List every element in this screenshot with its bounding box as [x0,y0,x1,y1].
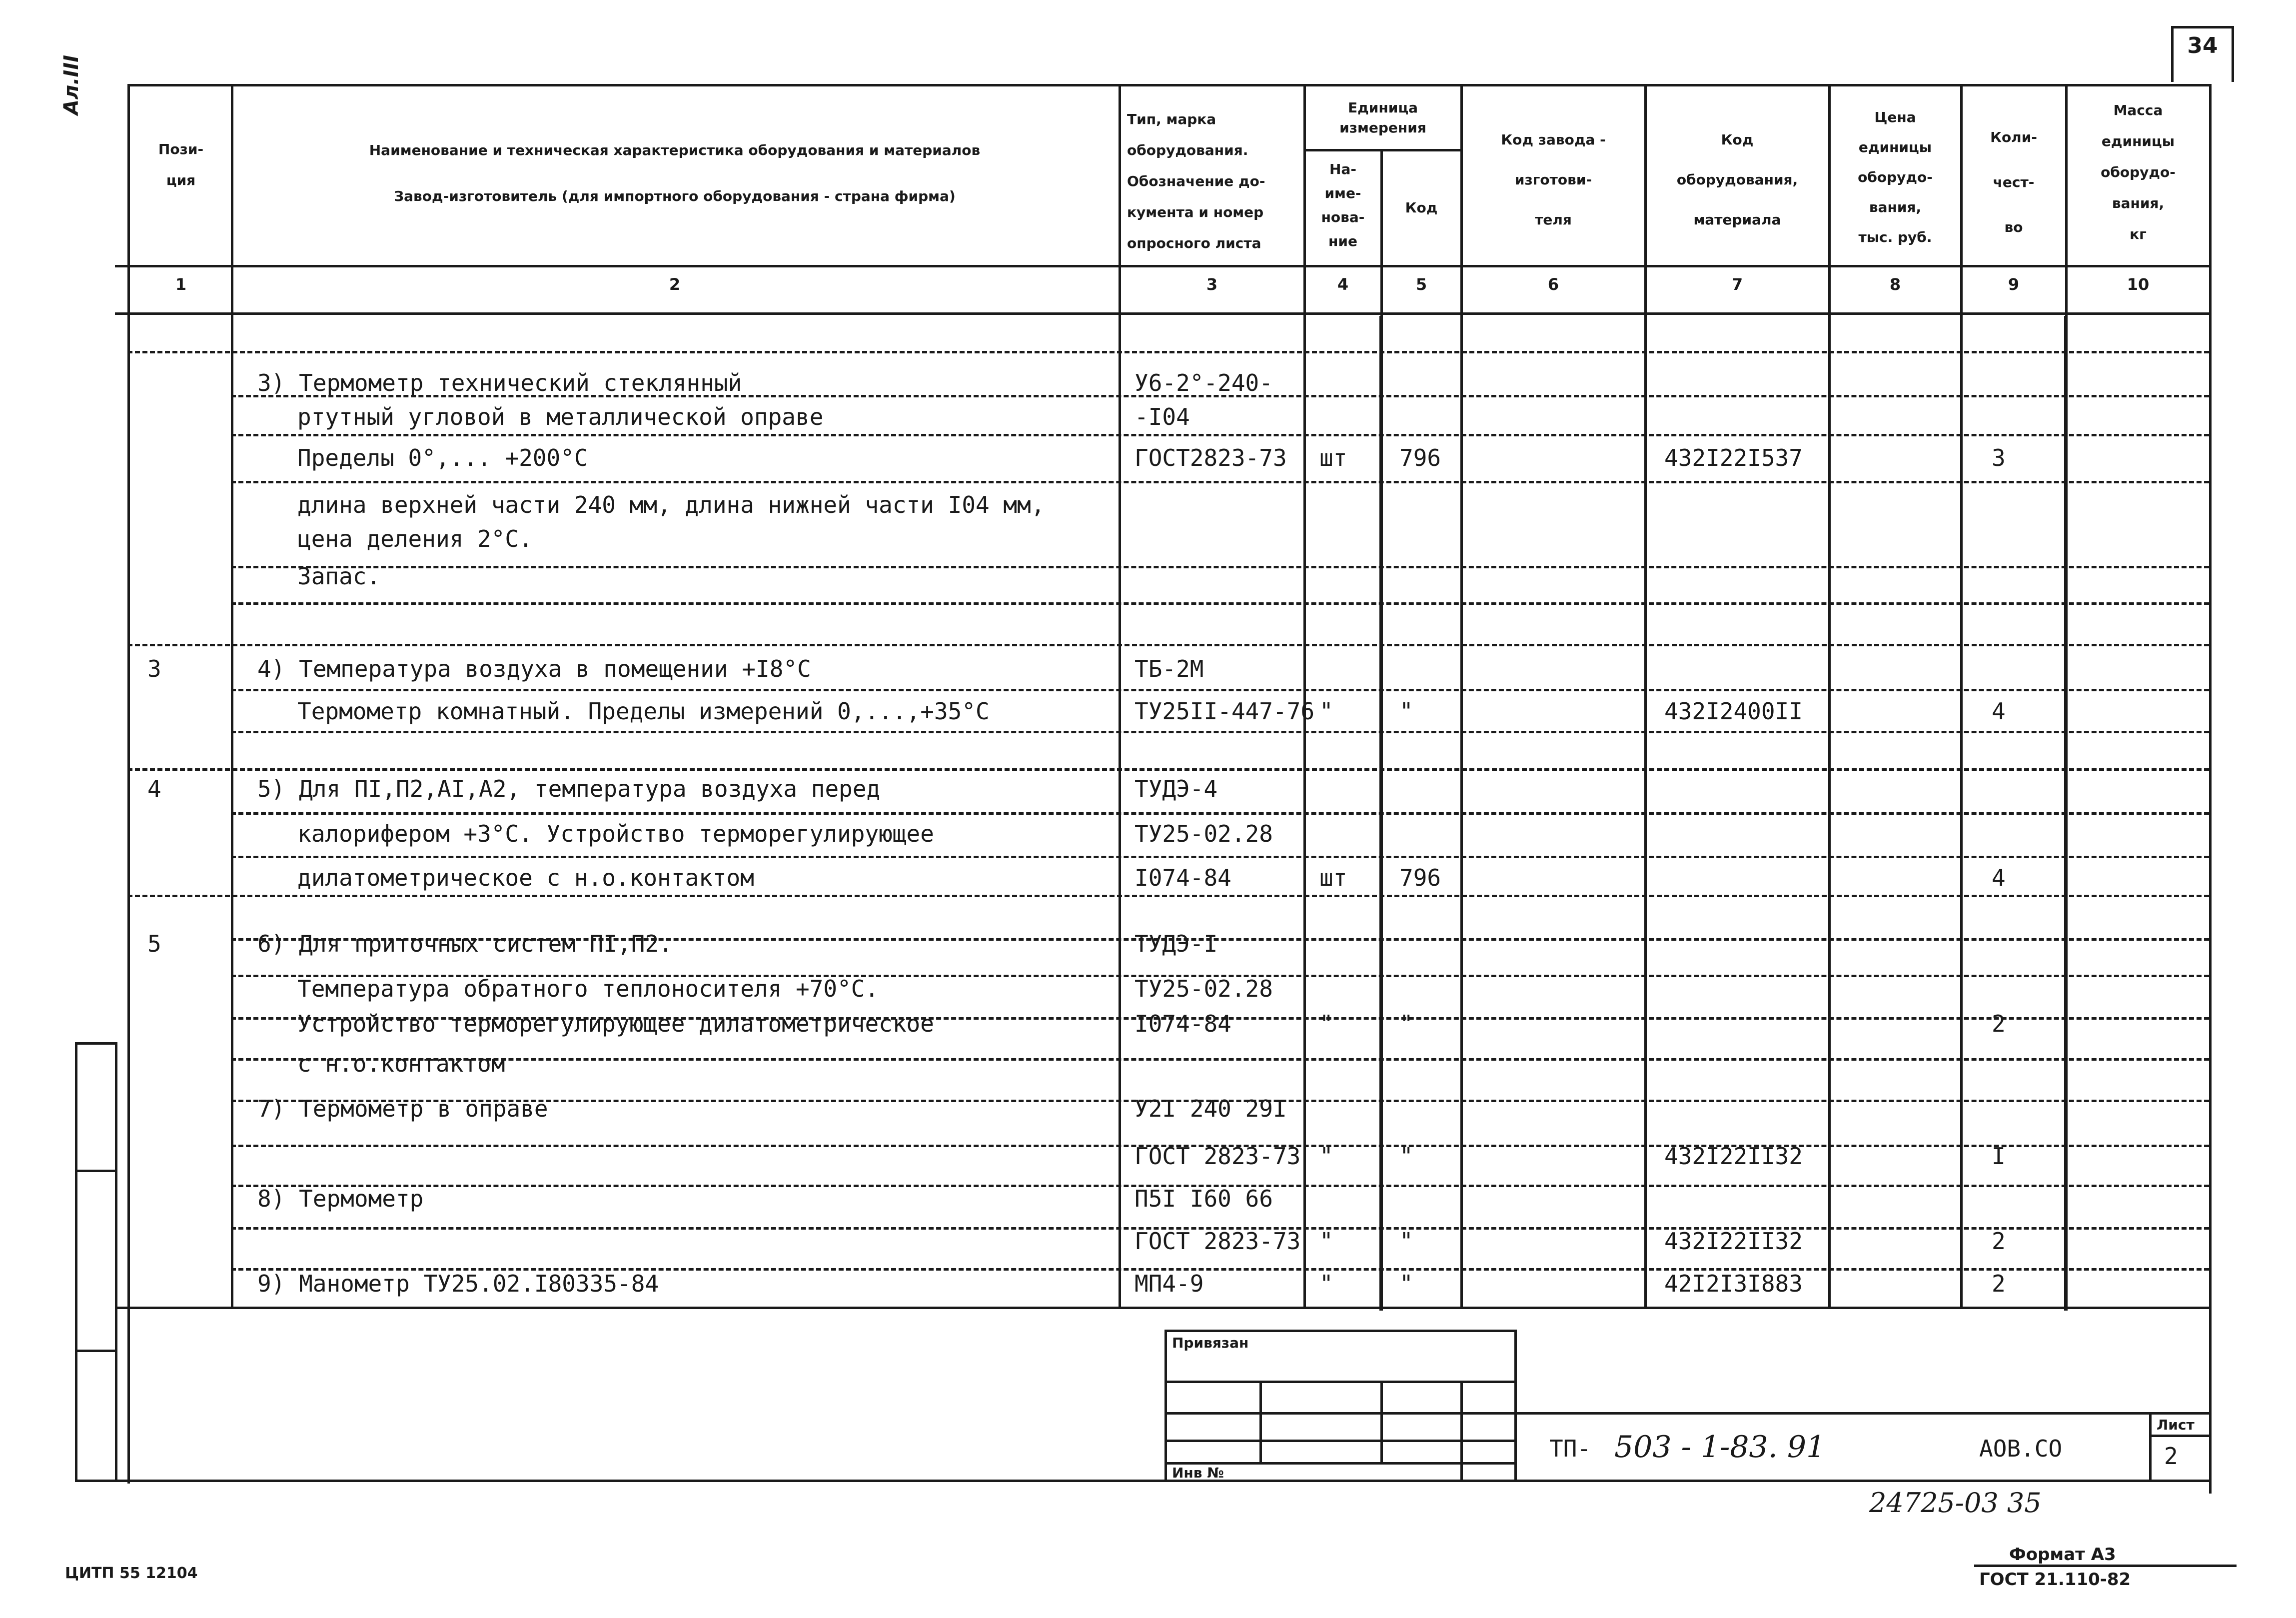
row-type-cell: МП4-9 [1135,1270,1204,1297]
row-type-cell: ТУ25-02.28 [1135,975,1273,1002]
row-name-cell: Температура обратного теплоносителя +70°С. [297,975,879,1002]
column-number: 5 [1415,275,1427,294]
row-type-cell: ТУ25-02.28 [1135,820,1273,847]
row-code-cell: " [1399,1010,1413,1037]
row-unit-cell: " [1319,1010,1333,1037]
row-unit-cell: " [1319,1228,1333,1255]
side-mark: Ал.III [60,54,83,115]
row-name-cell: дилатометрическое с н.о.контактом [297,864,754,891]
stamp-doc-code: ТП- [1549,1435,1591,1462]
row-name-cell: 6) Для приточных систем ПI,П2. [257,930,673,957]
row-unit-cell: " [1319,1143,1333,1170]
format-label: Формат А3 [2009,1545,2116,1565]
header-type: Тип, марка оборудования. Обозначение до- кумента и номер опросного листа [1127,111,1265,251]
row-type-cell: ТУДЭ-I [1135,930,1218,957]
column-number: 8 [1889,275,1901,294]
row-name-cell: 9) Манометр ТУ25.02.I80335-84 [257,1270,659,1297]
row-type-cell: ТБ-2М [1135,655,1204,682]
row-qty-cell: 2 [1992,1228,2006,1255]
row-name-cell: цена деления 2°С. [297,525,533,552]
column-number: 1 [175,275,187,294]
row-equip-cell: 432I2400II [1664,698,1803,725]
row-name-cell: 7) Термометр в оправе [257,1095,548,1122]
row-code-cell: " [1399,698,1413,725]
row-name-cell: 8) Термометр [257,1185,424,1212]
row-type-cell: ГОСТ2823-73 [1135,444,1287,471]
row-type-cell: I074-84 [1135,864,1231,891]
row-name-cell: 5) Для ПI,П2,АI,А2, температура воздуха перед [257,775,881,802]
row-qty-cell: 3 [1992,444,2006,471]
column-number: 6 [1547,275,1559,294]
stamp-privyazan: Привязан [1172,1335,1249,1351]
row-name-cell: 4) Температура воздуха в помещении +I8°С [257,655,811,682]
stamp-mark: АОВ.СО [1979,1435,2063,1462]
stamp-sheet-label: Лист [2157,1417,2195,1433]
column-number: 9 [2008,275,2020,294]
row-pos-cell: 4 [147,775,161,802]
header-price: Цена единицы оборудо- вания, тыс. руб. [1858,109,1933,245]
header-unit-name: На- име- нова- ние [1321,161,1365,249]
row-type-cell: П5I I60 66 [1135,1185,1273,1212]
row-unit-cell: " [1319,698,1333,725]
column-number: 2 [669,275,681,294]
header-quantity: Коли- чест- во [1990,129,2037,235]
page-number: 34 [2187,33,2218,58]
header-unit-code: Код [1405,199,1438,216]
column-number: 7 [1731,275,1743,294]
row-equip-cell: 432I22I537 [1664,444,1803,471]
gost-label: ГОСТ 21.110-82 [1979,1570,2131,1590]
row-code-cell: 796 [1399,444,1441,471]
column-number: 10 [2127,275,2150,294]
row-equip-cell: 42I2I3I883 [1664,1270,1803,1297]
row-qty-cell: 4 [1992,698,2006,725]
row-name-cell: Пределы 0°,... +200°С [297,444,588,471]
row-type-cell: ГОСТ 2823-73 [1135,1143,1301,1170]
handwritten-number: 24725-03 35 [1869,1487,2042,1519]
row-name-cell: Запас. [297,563,381,590]
row-name-cell: 3) Термометр технический стеклянный [257,369,742,396]
row-type-cell: ГОСТ 2823-73 [1135,1228,1301,1255]
footer-code: ЦИТП 55 12104 [65,1565,198,1582]
row-name-cell: калорифером +3°С. Устройство терморегулирующее [297,820,934,847]
stamp-sheet-number: 2 [2164,1443,2178,1470]
row-name-cell: длина верхней части 240 мм, длина нижней части I04 мм, [297,491,1045,518]
row-code-cell: 796 [1399,864,1441,891]
row-qty-cell: 4 [1992,864,2006,891]
row-unit-cell: шт [1319,864,1347,891]
row-type-cell: I074-84 [1135,1010,1231,1037]
column-number: 3 [1206,275,1218,294]
row-code-cell: " [1399,1270,1413,1297]
column-number: 4 [1337,275,1349,294]
stamp-doc-code-handwritten: 503 - 1-83. 91 [1614,1430,1826,1465]
row-name-cell: Устройство терморегулирующее дилатометрическое [297,1010,934,1037]
header-plant-code: Код завода - изготови- теля [1501,131,1606,228]
row-unit-cell: шт [1319,444,1347,471]
row-name-cell: с н.о.контактом [297,1050,505,1077]
row-equip-cell: 432I22II32 [1664,1228,1803,1255]
row-pos-cell: 5 [147,930,161,957]
row-type-cell: ТУ25II-447-76 [1135,698,1315,725]
header-unit-group: Единица измерения [1339,99,1426,136]
header-mass: Масса единицы оборудо- вания, кг [2101,102,2176,242]
row-code-cell: " [1399,1228,1413,1255]
row-name-cell: Термометр комнатный. Пределы измерений 0,...,+35°С [297,698,990,725]
row-type-cell: ТУДЭ-4 [1135,775,1218,802]
header-equipment-code: Код оборудования, материала [1676,131,1798,228]
row-equip-cell: 432I22II32 [1664,1143,1803,1170]
row-qty-cell: 2 [1992,1010,2006,1037]
row-qty-cell: I [1992,1143,2006,1170]
row-qty-cell: 2 [1992,1270,2006,1297]
row-type-cell: У6-2°-240- [1135,369,1273,396]
stamp-inv-no: Инв № [1172,1465,1224,1481]
row-pos-cell: 3 [147,655,161,682]
row-unit-cell: " [1319,1270,1333,1297]
row-name-cell: ртутный угловой в металлической оправе [297,403,824,430]
row-type-cell: -I04 [1135,403,1190,430]
header-position: Пози- ция [158,141,204,188]
row-code-cell: " [1399,1143,1413,1170]
row-type-cell: У2I 240 29I [1135,1095,1287,1122]
header-name: Наименование и техническая характеристика оборудования и материалов Завод-изготовитель (для импортного оборудования - страна фирма) [369,142,981,204]
